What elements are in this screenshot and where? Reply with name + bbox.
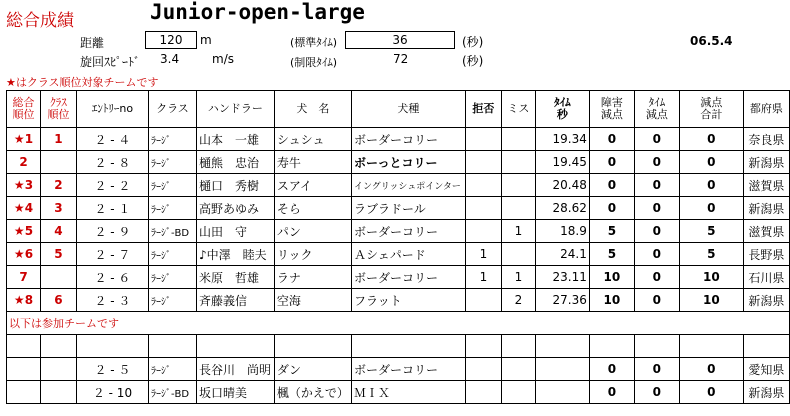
star-icon: ★	[13, 224, 25, 238]
dog-name: シュシュ	[274, 128, 351, 151]
table-row	[7, 289, 790, 312]
participant-note: 以下は参加チームです	[7, 312, 790, 335]
time-penalty: 0	[634, 381, 679, 404]
star-icon: ★	[13, 293, 25, 307]
distance-unit: m	[200, 33, 212, 47]
refusal-count	[465, 151, 501, 174]
handler-name: 山本 一雄	[196, 128, 274, 151]
breed: Ａシェパード	[351, 243, 465, 266]
overall-rank: 1	[24, 132, 34, 146]
table-row	[7, 128, 790, 151]
prefecture: 新潟県	[743, 289, 789, 312]
class-rank	[40, 151, 76, 174]
overall-rank-cell	[7, 151, 41, 174]
total-penalty: 0	[679, 358, 743, 381]
prefecture: 新潟県	[743, 381, 789, 404]
breed: ボーダーコリー	[351, 266, 465, 289]
entry-no: ２ - 10	[76, 381, 148, 404]
miss-count	[501, 174, 535, 197]
entry-no: ２ - ９	[76, 220, 148, 243]
entry-no: ２ - ２	[76, 174, 148, 197]
handler-name: 樋口 秀樹	[196, 174, 274, 197]
class-name: ﾗｰｼﾞ-BD	[148, 220, 196, 243]
overall-rank-cell	[7, 289, 41, 312]
dog-name: そら	[274, 197, 351, 220]
limit-time-unit: (秒)	[462, 54, 484, 68]
handler-name: ♪中澤 睦夫	[196, 243, 274, 266]
handler-name: 坂口晴美	[196, 381, 274, 404]
obstacle-penalty: 0	[589, 151, 634, 174]
overall-rank-cell	[7, 174, 41, 197]
time-penalty: 0	[634, 289, 679, 312]
time-seconds: 27.36	[535, 289, 589, 312]
miss-count: 1	[501, 266, 535, 289]
handler-name: 樋熊 忠治	[196, 151, 274, 174]
breed: ボーダーコリー	[351, 128, 465, 151]
time-penalty: 0	[634, 220, 679, 243]
refusal-count	[465, 381, 501, 404]
distance-label: 距離	[80, 36, 105, 50]
empty-cell	[196, 335, 274, 358]
overall-rank: 6	[24, 247, 34, 261]
breed: ボーダーコリー	[351, 220, 465, 243]
total-penalty: 0	[679, 174, 743, 197]
column-header: 拒否	[465, 91, 501, 128]
prefecture: 滋賀県	[743, 174, 789, 197]
empty-cell	[501, 335, 535, 358]
breed: フラット	[351, 289, 465, 312]
participant-note-row	[7, 312, 790, 335]
dog-name: 空海	[274, 289, 351, 312]
class-rank: 1	[40, 128, 76, 151]
handler-name: 山田 守	[196, 220, 274, 243]
overall-rank: 4	[24, 201, 34, 215]
miss-count: 1	[501, 220, 535, 243]
obstacle-penalty: 5	[589, 243, 634, 266]
dog-name: パン	[274, 220, 351, 243]
obstacle-penalty: 0	[589, 358, 634, 381]
column-header: 都府県	[743, 91, 789, 128]
dog-name: 楓（かえで）	[274, 381, 351, 404]
time-penalty: 0	[634, 266, 679, 289]
column-header: ミス	[501, 91, 535, 128]
class-rank-note: ★はクラス順位対象チームです	[6, 76, 159, 89]
refusal-count	[465, 289, 501, 312]
handler-name: 長谷川 尚明	[196, 358, 274, 381]
dog-name: リック	[274, 243, 351, 266]
star-icon: ★	[13, 247, 25, 261]
refusal-count	[465, 174, 501, 197]
prefecture: 石川県	[743, 266, 789, 289]
overall-rank: 3	[24, 178, 34, 192]
obstacle-penalty: 10	[589, 289, 634, 312]
empty-cell	[679, 335, 743, 358]
results-table	[6, 90, 790, 404]
std-time-value: 36	[345, 31, 455, 49]
refusal-count: 1	[465, 266, 501, 289]
limit-time-label: (制限ﾀｲﾑ)	[290, 56, 338, 69]
overall-rank-cell	[7, 266, 41, 289]
speed-label: 旋回ｽﾋﾟｰﾄﾞ	[80, 55, 141, 69]
total-penalty: 0	[679, 197, 743, 220]
obstacle-penalty: 0	[589, 174, 634, 197]
limit-time-value: 72	[393, 52, 409, 66]
time-seconds: 23.11	[535, 266, 589, 289]
table-row	[7, 266, 790, 289]
column-header: 総合 順位	[7, 91, 41, 128]
miss-count	[501, 358, 535, 381]
time-seconds: 19.34	[535, 128, 589, 151]
column-header: ｸﾗｽ 順位	[40, 91, 76, 128]
column-header: ｴﾝﾄﾘｰno	[76, 91, 148, 128]
entry-no: ２ - ３	[76, 289, 148, 312]
overall-rank: 2	[19, 155, 28, 169]
entry-no: ２ - ４	[76, 128, 148, 151]
class-rank: 3	[40, 197, 76, 220]
dog-name: スアイ	[274, 174, 351, 197]
entry-no: ２ - ７	[76, 243, 148, 266]
handler-name: 米原 哲雄	[196, 266, 274, 289]
prefecture: 新潟県	[743, 197, 789, 220]
class-name: ﾗｰｼﾞ	[148, 358, 196, 381]
class-name: ﾗｰｼﾞ-BD	[148, 381, 196, 404]
breed: ラブラドール	[351, 197, 465, 220]
star-icon: ★	[13, 178, 25, 192]
column-header: ﾀｲﾑ 減点	[634, 91, 679, 128]
overall-rank: 5	[24, 224, 34, 238]
class-name: ﾗｰｼﾞ	[148, 243, 196, 266]
prefecture: 奈良県	[743, 128, 789, 151]
class-rank	[40, 266, 76, 289]
obstacle-penalty: 5	[589, 220, 634, 243]
time-penalty: 0	[634, 174, 679, 197]
class-name: ﾗｰｼﾞ	[148, 266, 196, 289]
column-header: ハンドラー	[196, 91, 274, 128]
obstacle-penalty: 10	[589, 266, 634, 289]
time-penalty: 0	[634, 358, 679, 381]
dog-name: ラナ	[274, 266, 351, 289]
refusal-count	[465, 358, 501, 381]
total-penalty: 10	[679, 289, 743, 312]
obstacle-penalty: 0	[589, 128, 634, 151]
table-row	[7, 151, 790, 174]
column-header: 犬種	[351, 91, 465, 128]
table-row	[7, 174, 790, 197]
column-header: クラス	[148, 91, 196, 128]
miss-count	[501, 151, 535, 174]
prefecture: 長野県	[743, 243, 789, 266]
empty-cell	[743, 335, 789, 358]
std-time-label: (標準ﾀｲﾑ)	[290, 36, 338, 49]
time-seconds	[535, 358, 589, 381]
obstacle-penalty: 0	[589, 381, 634, 404]
class-name: ﾗｰｼﾞ	[148, 174, 196, 197]
overall-rank	[7, 358, 41, 381]
speed-value: 3.4	[160, 52, 180, 66]
table-row	[7, 243, 790, 266]
class-rank	[40, 358, 76, 381]
event-date: 06.5.4	[690, 34, 733, 48]
empty-cell	[148, 335, 196, 358]
empty-cell	[76, 335, 148, 358]
dog-name: 寿牛	[274, 151, 351, 174]
empty-cell	[465, 335, 501, 358]
overall-rank: 7	[19, 270, 28, 284]
total-penalty: 10	[679, 266, 743, 289]
total-penalty: 0	[679, 128, 743, 151]
empty-cell	[351, 335, 465, 358]
entry-no: ２ - ６	[76, 266, 148, 289]
empty-cell	[7, 335, 41, 358]
overall-rank-cell	[7, 243, 41, 266]
empty-cell	[274, 335, 351, 358]
miss-count	[501, 128, 535, 151]
time-seconds: 19.45	[535, 151, 589, 174]
refusal-count	[465, 128, 501, 151]
class-name: ﾗｰｼﾞ	[148, 128, 196, 151]
handler-name: 斉藤義信	[196, 289, 274, 312]
refusal-count	[465, 197, 501, 220]
class-name: ﾗｰｼﾞ	[148, 289, 196, 312]
prefecture: 新潟県	[743, 151, 789, 174]
column-header: 犬 名	[274, 91, 351, 128]
class-name: ﾗｰｼﾞ	[148, 151, 196, 174]
empty-cell	[40, 335, 76, 358]
time-penalty: 0	[634, 151, 679, 174]
miss-count	[501, 197, 535, 220]
empty-cell	[634, 335, 679, 358]
star-icon: ★	[13, 201, 25, 215]
entry-no: ２ - ８	[76, 151, 148, 174]
time-seconds	[535, 381, 589, 404]
table-row	[7, 197, 790, 220]
total-penalty: 0	[679, 151, 743, 174]
time-penalty: 0	[634, 243, 679, 266]
handler-name: 高野あゆみ	[196, 197, 274, 220]
column-header: 障害 減点	[589, 91, 634, 128]
class-rank: 2	[40, 174, 76, 197]
refusal-count	[465, 220, 501, 243]
total-penalty: 0	[679, 381, 743, 404]
column-header: 減点 合計	[679, 91, 743, 128]
entry-no: ２ - １	[76, 197, 148, 220]
class-rank: 4	[40, 220, 76, 243]
overall-rank-cell	[7, 220, 41, 243]
breed: ボーっとコリー	[351, 151, 465, 174]
table-row	[7, 220, 790, 243]
total-penalty: 5	[679, 220, 743, 243]
empty-cell	[535, 335, 589, 358]
time-seconds: 18.9	[535, 220, 589, 243]
speed-unit: m/s	[212, 52, 234, 66]
class-rank	[40, 381, 76, 404]
page-title-jp: 総合成績	[6, 11, 74, 31]
participant-row	[7, 358, 790, 381]
miss-count	[501, 243, 535, 266]
breed: イングリッシュポインター	[351, 174, 465, 197]
prefecture: 愛知県	[743, 358, 789, 381]
time-seconds: 28.62	[535, 197, 589, 220]
empty-cell	[589, 335, 634, 358]
time-penalty: 0	[634, 197, 679, 220]
overall-rank-cell	[7, 197, 41, 220]
breed: ＭＩＸ	[351, 381, 465, 404]
participant-row	[7, 381, 790, 404]
total-penalty: 5	[679, 243, 743, 266]
miss-count	[501, 381, 535, 404]
time-seconds: 20.48	[535, 174, 589, 197]
class-name: ﾗｰｼﾞ	[148, 197, 196, 220]
time-seconds: 24.1	[535, 243, 589, 266]
time-penalty: 0	[634, 128, 679, 151]
obstacle-penalty: 0	[589, 197, 634, 220]
empty-row	[7, 335, 790, 358]
overall-rank	[7, 381, 41, 404]
overall-rank-cell	[7, 128, 41, 151]
column-header: ﾀｲﾑ 秒	[535, 91, 589, 128]
dog-name: ダン	[274, 358, 351, 381]
refusal-count: 1	[465, 243, 501, 266]
prefecture: 滋賀県	[743, 220, 789, 243]
star-icon: ★	[13, 132, 25, 146]
class-rank: 6	[40, 289, 76, 312]
page-title-en: Junior-open-large	[150, 0, 365, 24]
entry-no: ２ - ５	[76, 358, 148, 381]
class-rank: 5	[40, 243, 76, 266]
miss-count: 2	[501, 289, 535, 312]
overall-rank: 8	[24, 293, 34, 307]
distance-value: 120	[145, 31, 197, 49]
std-time-unit: (秒)	[462, 35, 484, 49]
breed: ボーダーコリー	[351, 358, 465, 381]
